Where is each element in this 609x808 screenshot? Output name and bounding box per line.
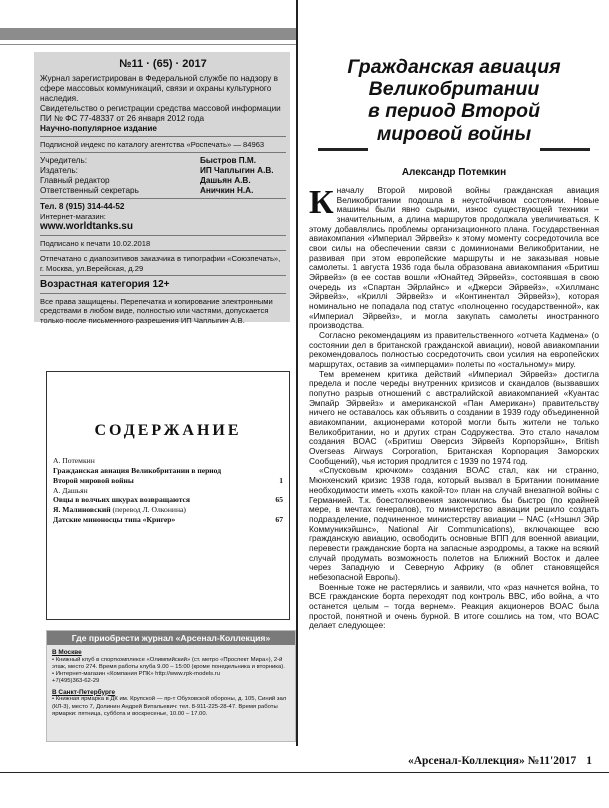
where-to-buy-body bbox=[52, 649, 290, 718]
toc-entry-title: Гражданская авиация Великобритании в период bbox=[53, 465, 222, 475]
website-link[interactable]: www.worldtanks.su bbox=[40, 220, 133, 232]
toc-author-line bbox=[53, 505, 283, 515]
article-body bbox=[309, 186, 599, 631]
staff-role: Издатель: bbox=[40, 165, 78, 175]
article-title-line: в период Второй bbox=[368, 100, 540, 123]
toc-entry-title: Датские миноносцы типа «Кригер» bbox=[53, 515, 176, 525]
contents-title: СОДЕРЖАНИЕ bbox=[94, 422, 242, 439]
registration-text: Журнал зарегистрирован в Федеральной службе по надзору в сфере массовых коммуникаций, связи и охраны культурного наследия. bbox=[40, 74, 278, 104]
toc-entry-title: Второй мировой войны bbox=[53, 475, 134, 485]
toc-author: А. Дашьян bbox=[53, 485, 88, 495]
article-paragraph: Военные тоже не растерялись и заявили, что «раз начнется война, то ВСЕ гражданские борта переходят под контроль ВВС, ибо война, а что останется целым – тогда вернем». Реакция акционеров BOAC была простой, понятной и очень бурной. В итоге сошлись на том, что BOAC делает следующее: bbox=[309, 581, 599, 631]
separator bbox=[40, 136, 286, 137]
rights-text: Все права защищены. Перепечатка и копирование электронными средствами в любом виде, полностью или частями, допускается только после письменного разрешения ИП Чаплыгин А.В. bbox=[40, 297, 273, 325]
city-moscow: В Москве bbox=[52, 649, 82, 656]
drop-cap: К bbox=[309, 184, 334, 221]
header-decor-bar bbox=[0, 28, 296, 40]
contents-list bbox=[53, 456, 283, 525]
subscription-index: Подписной индекс по каталогу агентства «Роспечать» — 84963 bbox=[40, 140, 265, 150]
journal-name: «Арсенал-Коллекция» №11'2017 bbox=[407, 755, 577, 767]
certificate-text: Свидетельство о регистрации средства массовой информации ПИ № ФС 77-48337 от 26 января 2012 года bbox=[40, 104, 281, 124]
edition-type: Научно-популярное издание bbox=[40, 124, 157, 134]
contents-box bbox=[46, 371, 290, 620]
staff-row bbox=[40, 166, 286, 176]
phone: Тел. 8 (915) 314-44-52 bbox=[40, 201, 125, 211]
article-paragraph bbox=[309, 186, 599, 331]
print-date: Подписано к печати 10.02.2018 bbox=[40, 239, 151, 249]
staff-row bbox=[40, 186, 286, 196]
separator bbox=[40, 250, 286, 251]
shop-label: Интернет-магазин: bbox=[40, 211, 106, 221]
footer-rule bbox=[0, 772, 609, 773]
staff-name: Быстров П.М. bbox=[200, 155, 257, 165]
moscow-phone: +7(495)363-62-29 bbox=[52, 678, 100, 685]
article-title-line: Гражданская авиация bbox=[347, 56, 561, 78]
printed-at: Отпечатано с диапозитивов заказчика в типографии «Союзпечать», г. Москва, ул.Верейская, д.29 bbox=[40, 254, 281, 273]
moscow-shop-1: • Книжный клуб в спорткомплексе «Олимпийский» (ст. метро «Проспект Мира»), 2-й этаж, место 274. Время работы клуба 9.00 – 15:00 (кроме понедельника и вторника). bbox=[52, 656, 285, 671]
toc-page-number: 67 bbox=[275, 515, 283, 525]
staff-name: Дашьян А.В. bbox=[200, 175, 251, 185]
column-divider bbox=[296, 0, 298, 746]
article-author: Александр Потемкин bbox=[401, 167, 507, 178]
separator bbox=[40, 198, 286, 199]
spb-shop-1: • Книжная ярмарка в ДК им. Крупской — пр-т Обуховской обороны, д. 105, Синий зал (КЛ-3), место 7, Долинин Андрей Витальевич: тел. 8-911-225-28-47. Время работы ярмарки: пятница, суббота и воскресенье, 10.00 – 17.00. bbox=[52, 696, 287, 717]
page-number: 1 bbox=[586, 755, 592, 767]
city-spb: В Санкт-Петербурге bbox=[52, 688, 116, 696]
article-title-line: мировой войны bbox=[376, 122, 532, 145]
toc-entry[interactable] bbox=[53, 515, 283, 525]
toc-entry[interactable] bbox=[53, 495, 283, 505]
where-to-buy-title: Где приобрести журнал «Арсенал-Коллекция» bbox=[47, 631, 295, 645]
article-paragraph: «Спусковым крючком» создания BOAC стал, как ни странно, Мюнхенский кризис 1938 года, который вызвал в Британии понимание необходимости иметь «хоть какой-то» план на случай внезапной войны с Германией. Т.к. боестолкновения закончились бы быстро (по крайней мере, в мечтах генералов), то министерство авиации решило создать подразделение, подчиненное министерству авиации – NAC («Нэшнл Эйр Коммуникэйшнс», National Air Communications), включающее всю гражданскую авиацию, освободить основные ВПП для военной авиации, перевести гражданские борта на запасные аэродромы, а также на всякий случай продумать возможность полетов на Ближний Восток и далее через Западную и Северную Африку (в облет становящейся небезопасной Европы). bbox=[309, 465, 599, 582]
separator bbox=[40, 293, 286, 294]
article-title-line: Великобритании bbox=[368, 78, 540, 101]
separator bbox=[40, 275, 286, 276]
masthead-box bbox=[34, 52, 290, 325]
staff-row bbox=[40, 156, 286, 166]
staff-role: Ответственный секретарь bbox=[40, 185, 139, 195]
toc-page-number: 1 bbox=[279, 475, 283, 485]
staff-name: ИП Чаплыгин А.В. bbox=[200, 165, 274, 175]
staff-role: Учредитель: bbox=[40, 155, 88, 165]
toc-author: Я. Малиновский bbox=[53, 505, 111, 515]
toc-entry[interactable] bbox=[53, 476, 283, 486]
title-dash-left bbox=[318, 148, 368, 151]
issue-number: №11 · (65) · 2017 bbox=[119, 58, 207, 70]
title-dash-right bbox=[540, 148, 590, 151]
staff-role: Главный редактор bbox=[40, 175, 110, 185]
toc-entry-title: Овцы в волчьих шкурах возвращаются bbox=[53, 495, 191, 505]
article-title bbox=[304, 56, 604, 145]
toc-page-number: 65 bbox=[275, 495, 283, 505]
toc-translator: (перевод Л. Олконина) bbox=[112, 505, 186, 515]
staff-row bbox=[40, 176, 286, 186]
header-decor-line bbox=[0, 44, 296, 45]
separator bbox=[40, 235, 286, 236]
separator bbox=[40, 152, 286, 153]
paragraph-text: началу Второй мировой войны гражданская авиация Великобритании подошла в неустойчивом состоянии. Новые машины были явно сырыми, износ существующей техники – значительным, а длина маршрутов продолжала увеличиваться. К этому добавлялись проблемы организационного плана. Государственная авиакомпания «Империал Эйрвейз» к этому моменту сосредоточила все свои силы на обеспечении связи с доминионами Великобритании, не развивая при этом европейские маршруты и не заказывая новые самолеты. 1 августа 1936 года была образована авиакомпания «Бритиш Эйрвейз» (в ее состав вошли «Юнайтед Эйрвейз», состоявшая в свою очередь из «Спартан Эйрлайнс» и «Джерси Эйрвейз», «Хиллманс Эйрвейз», «Криллi Эйрвейз» и «Континентал Эйрвейз»), которая номинально не попадала под статус «полноценно государственной», как «Империал Эйрвейз», и могла закупать самолеты иностранного производства. bbox=[309, 185, 599, 331]
article-paragraph: Тем временем критика действий «Империал Эйрвейз» достигла предела и после череды внутренних кризисов и скандалов (вызвавших попутно разрыв отношений с австралийской авиакомпанией «Куантас Эмпайр Эйрвейз» и американской «Пан Американ») правительству ничего не оставалось как объявить о создании в 1939 году объединенной авиакомпании, акционерами которой могли быть жители не только Великобритании, но и других стран Содружества. Это стало началом создания BOAC («Бритиш Оверсиз Эйрвейз Корпорэйшн», British Overseas Airways Corporation, Британская Корпорация Заморских Сообщений), чья история продлится с 1939 по 1974 год. bbox=[309, 368, 599, 466]
moscow-shop-2[interactable]: • Интернет-магазин «Компания РПК» http://www.rpk-models.ru bbox=[52, 671, 220, 678]
toc-author: А. Потемкин bbox=[53, 456, 95, 465]
article-paragraph: Согласно рекомендациям из правительственного «отчета Кадмена» (о состоянии дел в британской гражданской авиации), новой авиакомпании рекомендовалось полностью сосредоточить свои усилия на европейских маршрутах, оставив за «имперцами» полеты по «остальному» миру. bbox=[309, 330, 599, 370]
age-category: Возрастная категория 12+ bbox=[40, 278, 170, 290]
staff-name: Аничкин Н.А. bbox=[200, 185, 254, 195]
page-footer bbox=[332, 755, 592, 767]
where-to-buy-box bbox=[46, 630, 296, 742]
